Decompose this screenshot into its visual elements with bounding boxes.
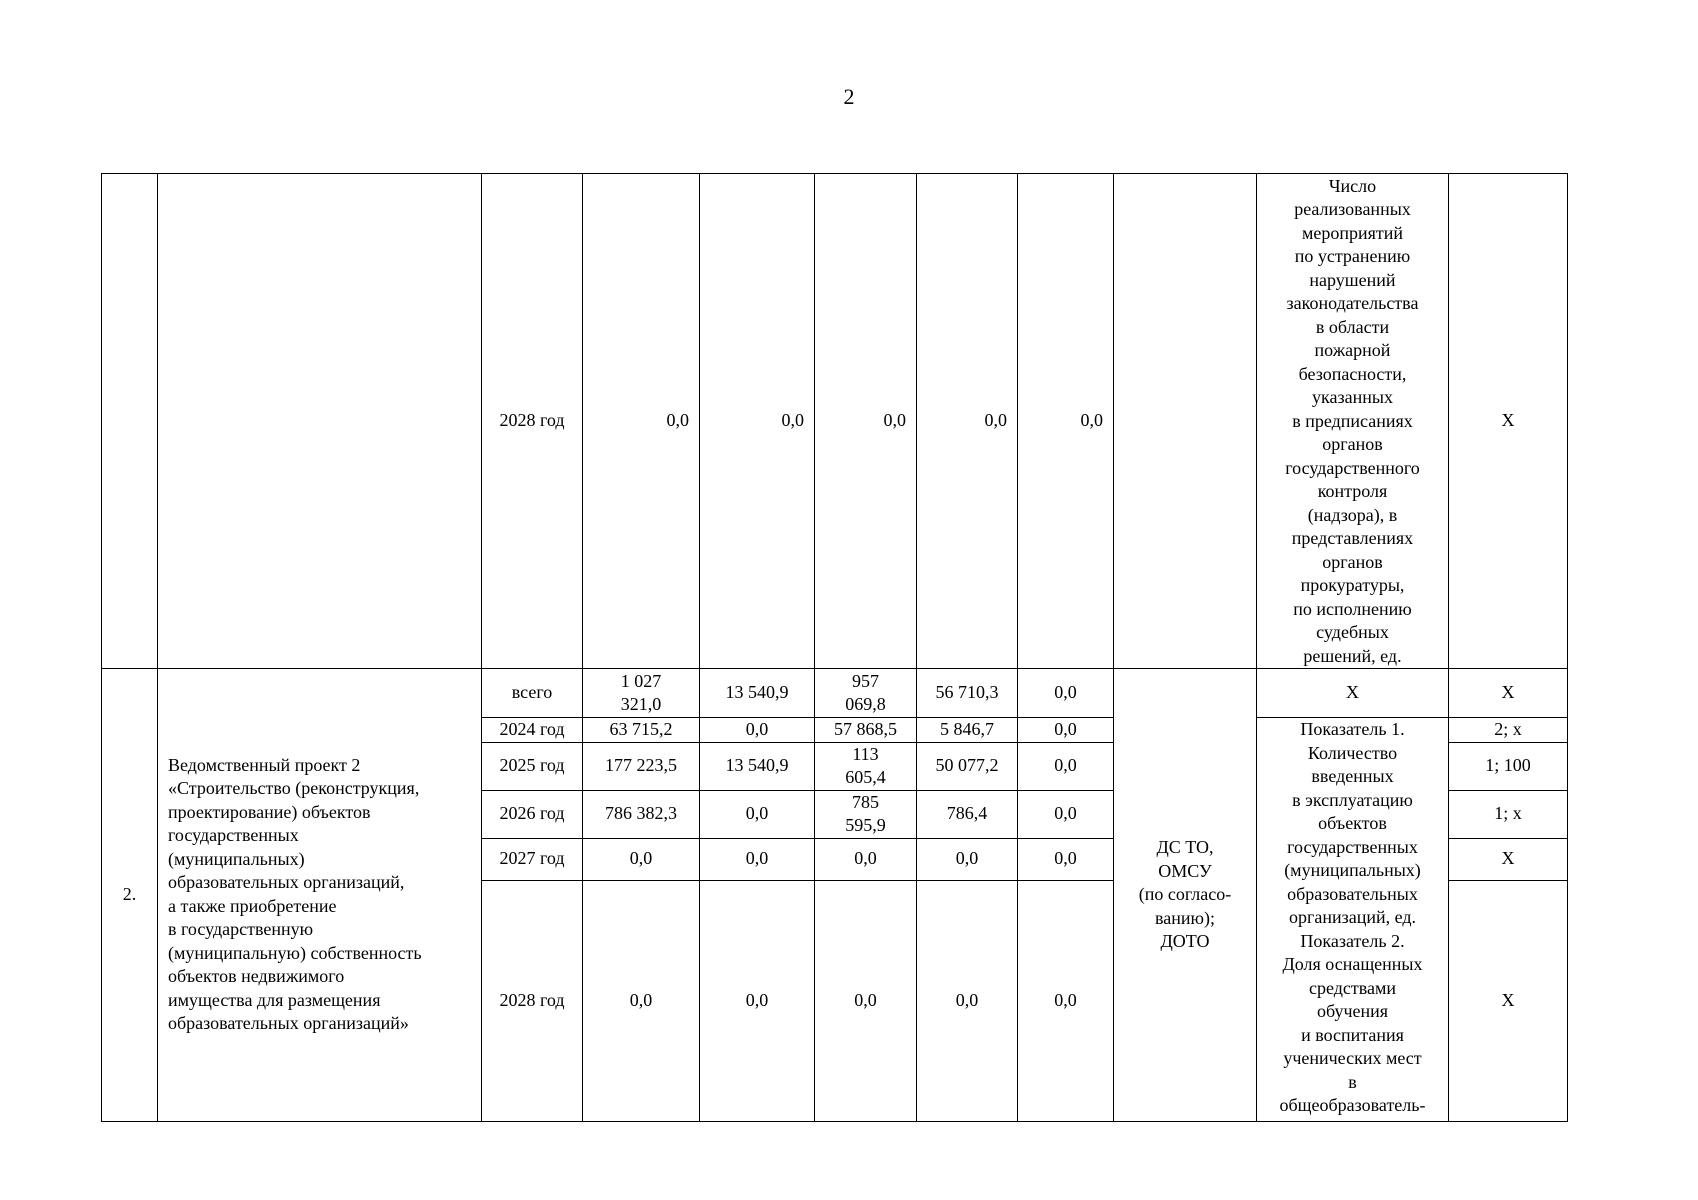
value-cell: 0,0: [700, 790, 815, 838]
year-cell: 2024 год: [482, 718, 583, 743]
value-cell: 13 540,9: [700, 742, 815, 790]
indicator-cell: Число реализованных мероприятий по устранению нарушений законодательства в области пожарной безопасности, указанных в предписаниях органов государственного контроля (надзора), в представлениях органов прокуратуры, по исполнению судебных решений, ед.: [1257, 174, 1449, 669]
value-cell: 0,0: [815, 174, 917, 669]
value-cell: 1 027 321,0: [583, 669, 700, 718]
result-cell: 2; х: [1449, 718, 1568, 743]
value-cell: 0,0: [1018, 790, 1114, 838]
value-cell: 177 223,5: [583, 742, 700, 790]
value-cell: 13 540,9: [700, 669, 815, 718]
value-cell: 0,0: [583, 174, 700, 669]
value-cell: 0,0: [917, 174, 1018, 669]
result-cell: Х: [1449, 880, 1568, 1121]
item-number-cell: [102, 174, 158, 669]
value-cell: 957 069,8: [815, 669, 917, 718]
year-cell: 2026 год: [482, 790, 583, 838]
value-cell: 5 846,7: [917, 718, 1018, 743]
value-cell: 57 868,5: [815, 718, 917, 743]
year-cell: всего: [482, 669, 583, 718]
year-cell: 2028 год: [482, 174, 583, 669]
value-cell: 786 382,3: [583, 790, 700, 838]
executor-cell: [1114, 174, 1257, 669]
value-cell: 0,0: [815, 880, 917, 1121]
value-cell: 0,0: [1018, 669, 1114, 718]
result-cell: Х: [1449, 838, 1568, 880]
item-number-cell: 2.: [102, 669, 158, 1122]
value-cell: 56 710,3: [917, 669, 1018, 718]
value-cell: 0,0: [1018, 742, 1114, 790]
value-cell: 50 077,2: [917, 742, 1018, 790]
program-table: [101, 173, 1568, 1122]
value-cell: 0,0: [700, 174, 815, 669]
value-cell: 63 715,2: [583, 718, 700, 743]
item-name-cell: [158, 174, 482, 669]
value-cell: 785 595,9: [815, 790, 917, 838]
result-cell: Х: [1449, 669, 1568, 718]
table-row: [102, 174, 1568, 669]
indicator-cell: Показатель 1. Количество введенных в эксплуатацию объектов государственных (муниципальных) образовательных организаций, ед. Показатель 2. Доля оснащенных средствами обучения и воспитания ученических мест в общеобразователь-: [1257, 718, 1449, 1122]
value-cell: 0,0: [700, 838, 815, 880]
value-cell: 0,0: [917, 838, 1018, 880]
value-cell: 0,0: [583, 838, 700, 880]
value-cell: 0,0: [815, 838, 917, 880]
year-cell: 2027 год: [482, 838, 583, 880]
result-cell: Х: [1449, 174, 1568, 669]
result-cell: 1; х: [1449, 790, 1568, 838]
value-cell: 0,0: [1018, 880, 1114, 1121]
year-cell: 2028 год: [482, 880, 583, 1121]
value-cell: 0,0: [1018, 174, 1114, 669]
value-cell: 786,4: [917, 790, 1018, 838]
table-row: [102, 669, 1568, 718]
value-cell: 0,0: [1018, 718, 1114, 743]
value-cell: 113 605,4: [815, 742, 917, 790]
indicator-cell: Х: [1257, 669, 1449, 718]
result-cell: 1; 100: [1449, 742, 1568, 790]
value-cell: 0,0: [700, 880, 815, 1121]
value-cell: 0,0: [583, 880, 700, 1121]
year-cell: 2025 год: [482, 742, 583, 790]
executor-cell: ДС ТО, ОМСУ (по согласо- ванию); ДОТО: [1114, 669, 1257, 1122]
value-cell: 0,0: [700, 718, 815, 743]
value-cell: 0,0: [917, 880, 1018, 1121]
value-cell: 0,0: [1018, 838, 1114, 880]
page-number: 2: [843, 84, 855, 109]
item-name-cell: Ведомственный проект 2 «Строительство (реконструкция, проектирование) объектов государственных (муниципальных) образовательных организаций, а также приобретение в государственную (муниципальную) собственность объектов недвижимого имущества для размещения образовательных организаций»: [158, 669, 482, 1122]
